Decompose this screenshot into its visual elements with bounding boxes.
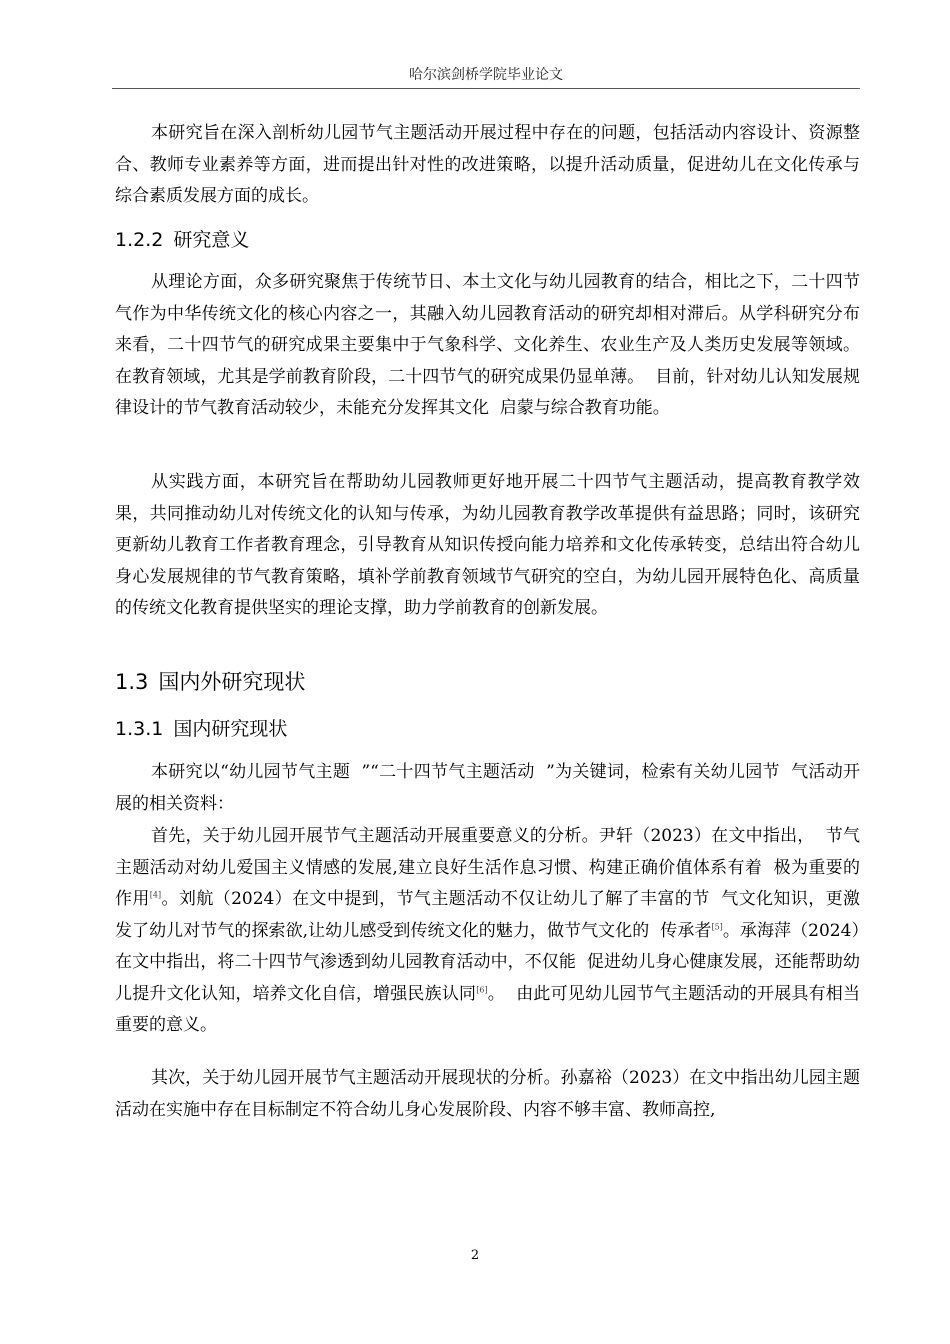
section-1-3-heading xyxy=(115,666,305,696)
paragraph-text: 。刘航（2024）在文中提到，节气主题活动不仅让幼儿了解了丰富的节 气文化知识，更激发了幼儿对节气的探索欲,让幼儿感受到传统文化的魅力，做节气文化的 传承者 xyxy=(115,889,860,941)
citation-ref: [6] xyxy=(476,984,488,994)
keyword-paragraph: 本研究以“幼儿园节气主题 ”“二十四节气主题活动 ”为关键词，检索有关幼儿园节 气活动开展的相关资料： xyxy=(115,762,860,814)
section-title: 国内研究现状 xyxy=(173,718,288,740)
intro-paragraph: 本研究旨在深入剖析幼儿园节气主题活动开展过程中存在的问题，包括活动内容设计、资源整合、教师专业素养等方面，进而提出针对性的改进策略，以提升活动质量，促进幼儿在文化传承与综合素质发展方面的成长。 xyxy=(115,123,860,206)
section-number: 1.2.2 xyxy=(115,229,164,251)
section-number: 1.3 xyxy=(115,670,149,694)
paragraph-text: 。承海萍（2024）在文中指出，将二十四节气渗透到幼儿园教育活动中，不仅能 促进幼儿身心健康发展，还能帮助幼儿提升文化认知，培养文化自信，增强民族认同 xyxy=(115,920,861,1004)
section-title: 国内外研究现状 xyxy=(158,670,306,694)
second-analysis-paragraph: 其次，关于幼儿园开展节气主题活动开展现状的分析。孙嘉裕（2023）在文中指出幼儿园主题活动在实施中存在目标制定不符合幼儿身心发展阶段、内容不够丰富、教师高控, xyxy=(115,1068,860,1120)
paragraph-text: 首先，关于幼儿园开展节气主题活动开展重要意义的分析。尹轩（2023）在文中指出， 节气主题活动对幼儿爱国主义情感的发展,建立良好生活作息习惯、构建正确价值体系有着 极为重要的作用 xyxy=(115,826,860,909)
page-number: 2 xyxy=(470,1248,480,1263)
page-header: 哈尔滨剑桥学院毕业论文 xyxy=(112,66,860,89)
practice-paragraph: 从实践方面，本研究旨在帮助幼儿园教师更好地开展二十四节气主题活动，提高教育教学效果，共同推动幼儿对传统文化的认知与传承，为幼儿园教育教学改革提供有益思路；同时，该研究更新幼儿教育工作者教育理念，引导教育从知识传授向能力培养和文化传承转变，总结出符合幼儿身心发展规律的节气教育策略，填补学前教育领域节气研究的空白，为幼儿园开展特色化、高质量的传统文化教育提供坚实的理论支撑，助力学前教育的创新发展。 xyxy=(115,472,860,618)
first-analysis-paragraph xyxy=(115,821,860,1042)
section-number: 1.3.1 xyxy=(115,718,164,740)
paragraph-text: 。 由此可见幼儿园节气主题活动的开展具有相当重要的意义。 xyxy=(115,983,861,1035)
theory-paragraph: 从理论方面，众多研究聚焦于传统节日、本土文化与幼儿园教育的结合，相比之下，二十四节气作为中华传统文化的核心内容之一，其融入幼儿园教育活动的研究却相对滞后。从学科研究分布来看，二十四节气的研究成果主要集中于气象科学、文化养生、农业生产及人类历史发展等领域。在教育领域，尤其是学前教育阶段，二十四节气的研究成果仍显单薄。 目前，针对幼儿认知发展规律设计的节气教育活动较少，未能充分发挥其文化 启蒙与综合教育功能。 xyxy=(115,272,860,418)
section-title: 研究意义 xyxy=(173,229,250,251)
section-1-2-2-heading xyxy=(115,225,249,252)
citation-ref: [5] xyxy=(711,921,723,931)
citation-ref: [4] xyxy=(149,890,162,900)
section-1-3-1-heading xyxy=(115,714,287,741)
